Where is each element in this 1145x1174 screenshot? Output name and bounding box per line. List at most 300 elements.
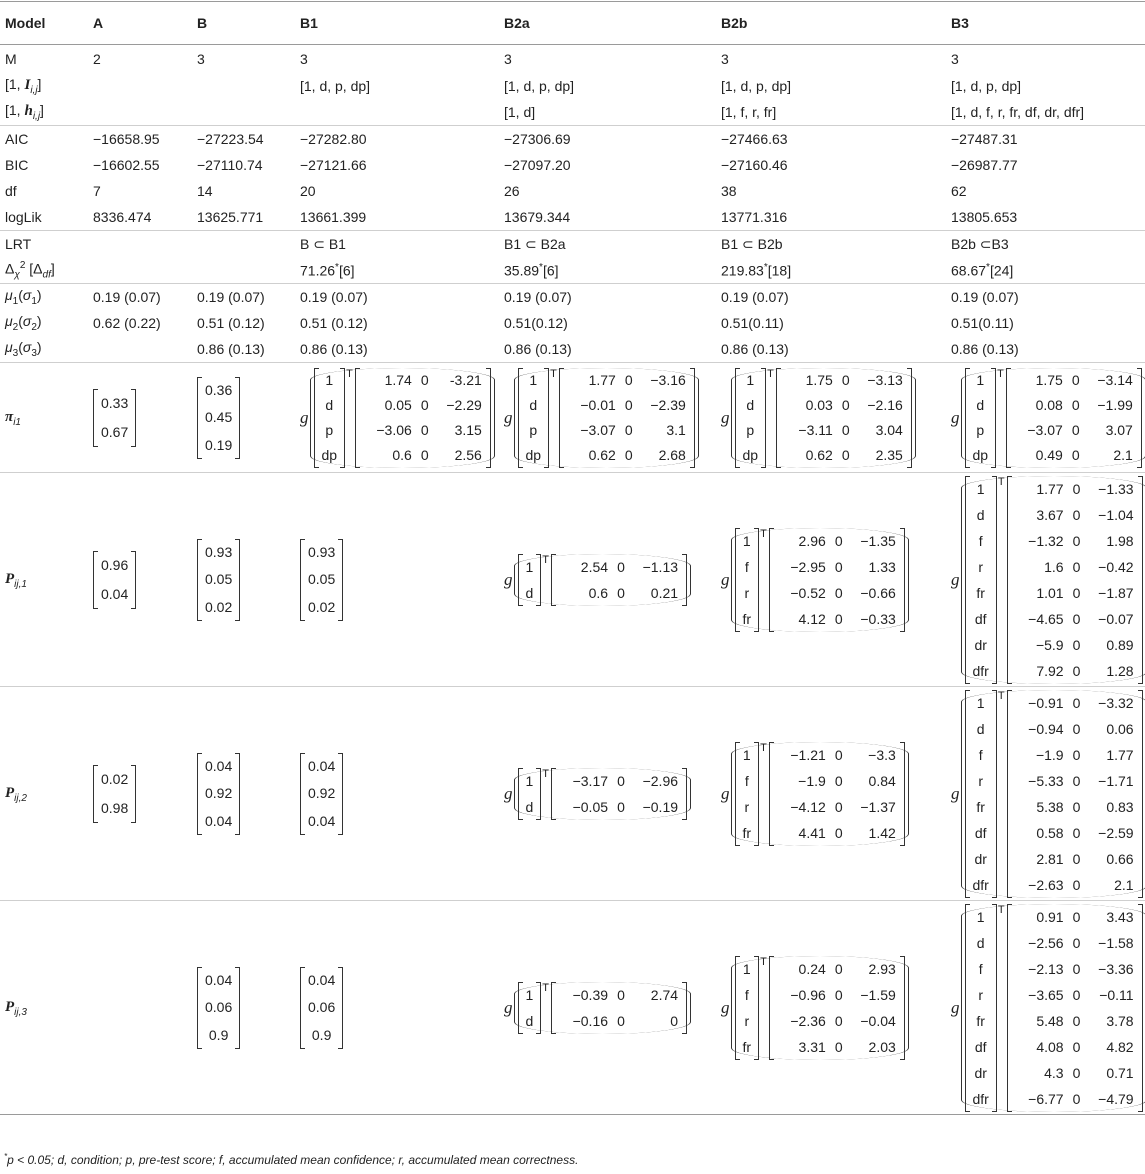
link-function bbox=[504, 368, 699, 468]
table-cell: [1, d] bbox=[504, 104, 536, 120]
link-function bbox=[951, 904, 1145, 1112]
transpose-mark: T bbox=[760, 527, 767, 540]
transpose-mark: T bbox=[542, 981, 550, 994]
matrix-cell: 5.38 bbox=[1036, 798, 1064, 815]
matrix-row bbox=[774, 559, 900, 575]
table-cell: −16658.95 bbox=[88, 126, 192, 153]
matrix-cell: 0 bbox=[1072, 876, 1081, 893]
matrix-cell: 1.75 bbox=[805, 372, 833, 388]
parentheses bbox=[514, 982, 692, 1034]
matrix-cell: −0.04 bbox=[860, 1012, 896, 1029]
table-cell bbox=[88, 257, 192, 284]
vector-entry: dp bbox=[972, 447, 989, 463]
matrix-cell: 0 bbox=[1072, 506, 1081, 523]
column-vector bbox=[518, 982, 542, 1034]
table-cell bbox=[192, 99, 295, 126]
matrix-row bbox=[774, 611, 900, 627]
row-symbol: P bbox=[5, 570, 15, 587]
matrix-cell: −2.59 bbox=[1098, 824, 1134, 841]
matrix-row bbox=[1012, 559, 1138, 575]
table-cell: [1, d, p, dp] bbox=[300, 78, 371, 94]
table-cell: 3 bbox=[300, 51, 308, 67]
matrix-cell: 0 bbox=[834, 610, 843, 627]
header-cell: B3 bbox=[946, 2, 1145, 45]
vector-entry: f bbox=[978, 960, 983, 977]
row-label: AIC bbox=[0, 126, 88, 153]
sigma-sub: 2 bbox=[31, 321, 37, 333]
table-row bbox=[0, 257, 1145, 284]
significance-star: * bbox=[539, 261, 543, 273]
matrix-row bbox=[1012, 961, 1138, 977]
table-cell: 2 bbox=[93, 51, 101, 67]
column-vector bbox=[965, 904, 997, 1112]
footnote-text: p < 0.05; d, condition; p, pre-test score; f, accumulated mean confidence; r, accumulated mean correctness. bbox=[7, 1153, 579, 1167]
matrix-cell: 0.66 bbox=[1106, 850, 1134, 867]
vector-entry: fr bbox=[976, 1012, 985, 1029]
matrix-cell: 0 bbox=[841, 372, 850, 388]
table-row bbox=[0, 99, 1145, 126]
matrix-row bbox=[564, 372, 690, 388]
table-cell: B1 ⊂ B2b bbox=[716, 231, 946, 258]
table-cell bbox=[88, 231, 192, 258]
matrix-row bbox=[1012, 825, 1138, 841]
transpose-mark: T bbox=[542, 553, 550, 566]
vector-entry: r bbox=[744, 798, 750, 815]
vector-entry: f bbox=[744, 558, 749, 575]
vector-entry: 1 bbox=[976, 908, 985, 925]
row-label-symbol: I bbox=[24, 77, 31, 94]
matrix-row bbox=[1011, 447, 1137, 463]
vector-entry: fr bbox=[742, 824, 752, 841]
row-label: [1, $h_{i,j}$] bbox=[5, 102, 44, 122]
table-cell: 3 bbox=[504, 51, 512, 67]
vector-entry: d bbox=[325, 397, 334, 413]
coefficient-matrix bbox=[769, 742, 905, 846]
table-cell: −27487.31 bbox=[946, 126, 1145, 153]
vector-entry: dfr bbox=[972, 876, 989, 893]
vector-entry: p bbox=[976, 422, 985, 438]
link-function bbox=[951, 368, 1145, 468]
link-function bbox=[504, 554, 691, 606]
mu-sub: 3 bbox=[12, 347, 19, 359]
table-cell: 13771.316 bbox=[721, 209, 788, 225]
link-function bbox=[504, 768, 691, 820]
matrix-row bbox=[1012, 773, 1138, 789]
matrix-cell: 0 bbox=[1072, 850, 1081, 867]
g-function: g bbox=[300, 407, 309, 427]
matrix-cell: 3.67 bbox=[1036, 506, 1064, 523]
matrix-row bbox=[1012, 935, 1138, 951]
transpose-mark: T bbox=[760, 955, 767, 968]
vector-entry: d bbox=[525, 798, 534, 815]
matrix-cell: −3.13 bbox=[867, 372, 903, 388]
matrix-row bbox=[781, 372, 907, 388]
table-cell bbox=[192, 901, 295, 1115]
row-label: BIC bbox=[5, 157, 29, 173]
column-vector bbox=[300, 539, 343, 621]
matrix-cell: 1.01 bbox=[1036, 584, 1064, 601]
matrix-cell: 0 bbox=[1072, 986, 1081, 1003]
coefficient-matrix bbox=[1006, 368, 1142, 468]
table-cell: 0.51 (0.12) bbox=[300, 315, 368, 331]
matrix-cell: 2.96 bbox=[798, 532, 826, 549]
column-vector bbox=[197, 753, 240, 835]
table-cell bbox=[192, 231, 295, 258]
matrix-row bbox=[1011, 422, 1137, 438]
vector-entry: d bbox=[529, 397, 538, 413]
vector-entry: 1 bbox=[976, 480, 985, 497]
table-cell: 14 bbox=[197, 183, 213, 199]
matrix-row bbox=[1012, 1039, 1138, 1055]
matrix-cell: −3.07 bbox=[1027, 422, 1063, 438]
column-vector bbox=[93, 389, 136, 447]
matrix-cell: 0 bbox=[834, 746, 843, 763]
table-cell: 0.19 (0.07) bbox=[499, 284, 716, 311]
table-cell bbox=[295, 901, 499, 1115]
table-cell: 0.86 (0.13) bbox=[951, 341, 1019, 357]
transpose-mark: T bbox=[542, 767, 550, 780]
table-cell: [1, d, f, r, fr, df, dr, dfr] bbox=[951, 104, 1085, 120]
vector-entry: 0.92 bbox=[308, 785, 336, 802]
matrix-cell: 0 bbox=[834, 798, 843, 815]
row-symbol-sub: i1 bbox=[13, 416, 21, 428]
table-cell: [1, d, p, dp] bbox=[951, 78, 1022, 94]
matrix-cell: 0 bbox=[617, 558, 625, 575]
table-cell: 0.19 (0.07) bbox=[716, 284, 946, 311]
row-label: LRT bbox=[0, 231, 88, 258]
vector-entry: 0.19 bbox=[205, 436, 233, 453]
matrix-cell: −2.39 bbox=[650, 397, 686, 413]
matrix-cell: 0 bbox=[1072, 746, 1081, 763]
table-cell: −27223.54 bbox=[192, 126, 295, 153]
results-table bbox=[0, 1, 1145, 1115]
matrix-row bbox=[556, 799, 682, 815]
matrix-cell: 0 bbox=[624, 422, 633, 438]
matrix-cell: 4.82 bbox=[1106, 1038, 1134, 1055]
matrix-cell: −3.14 bbox=[1097, 372, 1133, 388]
mu-symbol: μ bbox=[5, 313, 13, 330]
table-row bbox=[0, 231, 1145, 258]
vector-entry: p bbox=[746, 422, 755, 438]
matrix-cell: −1.58 bbox=[1098, 934, 1134, 951]
matrix-cell: 0 bbox=[1072, 1090, 1081, 1107]
table-row bbox=[0, 126, 1145, 153]
table-cell: [1, d, p, dp] bbox=[721, 78, 792, 94]
coefficient-matrix bbox=[551, 554, 687, 606]
g-function: g bbox=[504, 569, 513, 589]
header-cell: B1 bbox=[295, 2, 499, 45]
table-cell bbox=[499, 901, 716, 1115]
vector-entry: f bbox=[744, 772, 749, 789]
header-cell: B2a bbox=[499, 2, 716, 45]
matrix-cell: 7.92 bbox=[1036, 662, 1064, 679]
matrix-cell: −3.06 bbox=[376, 422, 412, 438]
link-function bbox=[951, 476, 1145, 684]
table-cell: −27121.66 bbox=[300, 157, 367, 173]
g-function: g bbox=[951, 407, 960, 427]
matrix-cell: 0.62 bbox=[805, 447, 833, 463]
matrix-cell: 0 bbox=[834, 986, 843, 1003]
matrix-cell: 0 bbox=[624, 447, 633, 463]
header-cell: B2b bbox=[716, 2, 946, 45]
table-cell bbox=[88, 901, 192, 1115]
table-cell: 0.86 (0.13) bbox=[721, 341, 789, 357]
p1-row bbox=[0, 473, 1145, 687]
matrix-cell: 0 bbox=[834, 824, 843, 841]
vector-entry: r bbox=[978, 772, 983, 789]
matrix-cell: 0 bbox=[1071, 447, 1080, 463]
matrix-row bbox=[1012, 637, 1138, 653]
table-cell: 0.62 (0.22) bbox=[93, 315, 161, 331]
matrix-row bbox=[1012, 987, 1138, 1003]
g-function: g bbox=[721, 569, 730, 589]
table-cell bbox=[946, 473, 1145, 687]
matrix-row bbox=[1012, 585, 1138, 601]
matrix-cell: 3.07 bbox=[1105, 422, 1133, 438]
table-cell: 0.86 (0.13) bbox=[504, 341, 572, 357]
matrix-cell: −2.63 bbox=[1028, 876, 1064, 893]
matrix-row bbox=[564, 447, 690, 463]
matrix-cell: −3.11 bbox=[798, 422, 833, 438]
matrix-cell: 1.98 bbox=[1106, 532, 1134, 549]
vector-entry: df bbox=[974, 610, 987, 627]
significance-star: * bbox=[986, 261, 990, 273]
vector-entry: 0.93 bbox=[308, 544, 336, 561]
table-row bbox=[0, 73, 1145, 99]
table-cell: 3 bbox=[721, 51, 729, 67]
matrix-cell: −3.07 bbox=[580, 422, 616, 438]
table-cell bbox=[192, 687, 295, 901]
vector-entry: 0.9 bbox=[208, 1026, 229, 1043]
table-cell: 0.51(0.11) bbox=[721, 315, 784, 331]
matrix-cell: 0 bbox=[1072, 1012, 1081, 1029]
matrix-cell: −0.33 bbox=[860, 610, 896, 627]
table-cell: −27466.63 bbox=[716, 126, 946, 153]
matrix-row bbox=[556, 559, 682, 575]
row-symbol: π bbox=[5, 408, 14, 425]
matrix-cell: −1.59 bbox=[860, 986, 896, 1003]
row-label: $\mu_3(\sigma_3)$ bbox=[5, 339, 42, 359]
vector-entry: 1 bbox=[742, 532, 751, 549]
transpose-mark: T bbox=[346, 367, 353, 380]
vector-entry: 0.05 bbox=[205, 571, 233, 588]
matrix-row bbox=[1012, 799, 1138, 815]
table-cell: 13661.399 bbox=[300, 209, 367, 225]
vector-entry: 0.33 bbox=[101, 395, 129, 411]
table-cell: B1 ⊂ B2a bbox=[499, 231, 716, 258]
coefficient-matrix bbox=[1007, 904, 1143, 1112]
vector-entry: 0.45 bbox=[205, 409, 233, 426]
vector-entry: 0.93 bbox=[205, 544, 233, 561]
parentheses bbox=[961, 368, 1145, 468]
matrix-cell: −1.87 bbox=[1098, 584, 1134, 601]
vector-entry: fr bbox=[742, 1038, 752, 1055]
matrix-cell: −1.04 bbox=[1098, 506, 1134, 523]
table-cell: 0.51(0.12) bbox=[504, 315, 568, 331]
p-label bbox=[0, 473, 88, 687]
vector-entry: dfr bbox=[972, 662, 989, 679]
vector-entry: 0.9 bbox=[311, 1026, 332, 1043]
row-label: logLik bbox=[5, 209, 42, 225]
sigma-sub: 3 bbox=[31, 347, 37, 359]
row-symbol-sub: ij,2 bbox=[14, 792, 27, 804]
matrix-row bbox=[774, 799, 900, 815]
table-cell bbox=[946, 687, 1145, 901]
matrix-cell: 0 bbox=[1072, 610, 1081, 627]
vector-entry: 0.02 bbox=[308, 598, 336, 615]
matrix-cell: 2.1 bbox=[1114, 876, 1134, 893]
column-vector bbox=[300, 753, 343, 835]
transpose-mark: T bbox=[550, 367, 557, 380]
table-cell: 0.19 (0.07) bbox=[88, 284, 192, 311]
table-row bbox=[0, 45, 1145, 74]
matrix-cell: 3.04 bbox=[875, 422, 903, 438]
matrix-cell: 1.74 bbox=[384, 372, 412, 388]
table-cell: 8336.474 bbox=[93, 209, 152, 225]
matrix-cell: 0 bbox=[1072, 480, 1081, 497]
vector-entry: dfr bbox=[972, 1090, 989, 1107]
vector-entry: dp bbox=[321, 447, 338, 463]
matrix-row bbox=[360, 422, 486, 438]
matrix-cell: 0 bbox=[1072, 694, 1081, 711]
matrix-row bbox=[556, 1013, 682, 1029]
matrix-cell: 2.81 bbox=[1036, 850, 1064, 867]
matrix-row bbox=[556, 987, 682, 1003]
header-row bbox=[0, 2, 1145, 45]
coefficient-matrix bbox=[1007, 690, 1143, 898]
row-label: $\Delta_\chi^2$ $[\Delta_{df}]$ bbox=[5, 259, 55, 281]
table-row bbox=[0, 336, 1145, 363]
matrix-row bbox=[1011, 372, 1137, 388]
matrix-cell: −3.3 bbox=[868, 746, 896, 763]
matrix-cell: 1.28 bbox=[1106, 662, 1134, 679]
table-row bbox=[0, 310, 1145, 336]
vector-entry: 0.05 bbox=[308, 571, 336, 588]
transpose-mark: T bbox=[997, 689, 1005, 702]
vector-entry: p bbox=[529, 422, 538, 438]
matrix-row bbox=[774, 961, 900, 977]
matrix-cell: −6.77 bbox=[1028, 1090, 1064, 1107]
matrix-cell: 0 bbox=[617, 798, 625, 815]
column-vector bbox=[735, 956, 760, 1060]
matrix-cell: 3.78 bbox=[1106, 1012, 1134, 1029]
matrix-cell: 0.6 bbox=[588, 584, 609, 601]
table-cell: 71.26*[6] bbox=[300, 261, 355, 279]
matrix-cell: 0 bbox=[1072, 584, 1081, 601]
vector-entry: 1 bbox=[746, 372, 755, 388]
parentheses bbox=[961, 690, 1145, 898]
vector-entry: 0.04 bbox=[308, 972, 336, 989]
df-sub: df bbox=[42, 269, 51, 281]
table-cell bbox=[716, 687, 946, 901]
table-cell: B2b ⊂B3 bbox=[946, 231, 1145, 258]
matrix-cell: 0 bbox=[841, 447, 850, 463]
transpose-mark: T bbox=[997, 367, 1004, 380]
matrix-cell: −1.13 bbox=[642, 558, 679, 575]
matrix-cell: −1.35 bbox=[860, 532, 896, 549]
matrix-row bbox=[1012, 747, 1138, 763]
matrix-cell: 3.31 bbox=[798, 1038, 826, 1055]
vector-entry: r bbox=[744, 584, 750, 601]
link-function bbox=[504, 982, 691, 1034]
column-vector bbox=[965, 476, 997, 684]
table-cell: 0.51(0.11) bbox=[951, 315, 1014, 331]
matrix-cell: −4.65 bbox=[1028, 610, 1064, 627]
matrix-cell: 0.84 bbox=[868, 772, 896, 789]
header-cell: A bbox=[88, 2, 192, 45]
table-cell bbox=[499, 363, 716, 473]
table-cell bbox=[192, 257, 295, 284]
p-label bbox=[0, 901, 88, 1115]
parentheses bbox=[514, 554, 692, 606]
table-cell: 0.86 (0.13) bbox=[300, 341, 368, 357]
vector-entry: r bbox=[978, 558, 983, 575]
matrix-cell: −0.94 bbox=[1028, 720, 1064, 737]
matrix-row bbox=[1011, 397, 1137, 413]
matrix-cell: −0.19 bbox=[642, 798, 679, 815]
table-cell bbox=[88, 336, 192, 363]
vector-entry: dr bbox=[974, 850, 987, 867]
column-vector bbox=[197, 539, 240, 621]
link-function bbox=[951, 690, 1145, 898]
matrix-cell: 3.43 bbox=[1106, 908, 1134, 925]
vector-entry: d bbox=[976, 934, 985, 951]
matrix-cell: 0 bbox=[1072, 558, 1081, 575]
matrix-cell: 0 bbox=[420, 422, 429, 438]
matrix-row bbox=[1012, 851, 1138, 867]
matrix-cell: −0.16 bbox=[572, 1012, 609, 1029]
coefficient-matrix bbox=[769, 528, 905, 632]
matrix-cell: −1.37 bbox=[860, 798, 896, 815]
matrix-row bbox=[774, 585, 900, 601]
matrix-cell: −0.91 bbox=[1028, 694, 1064, 711]
row-label-symbol: h bbox=[24, 103, 33, 120]
matrix-cell: −5.9 bbox=[1035, 636, 1064, 653]
g-function: g bbox=[721, 407, 730, 427]
table-cell: 26 bbox=[504, 183, 520, 199]
parentheses bbox=[731, 742, 909, 846]
matrix-cell: −3.16 bbox=[650, 372, 686, 388]
vector-entry: 1 bbox=[325, 372, 334, 388]
vector-entry: df bbox=[974, 824, 987, 841]
column-vector bbox=[735, 368, 767, 468]
table-cell bbox=[499, 473, 716, 687]
matrix-cell: −0.11 bbox=[1099, 986, 1134, 1003]
vector-entry: f bbox=[978, 746, 983, 763]
vector-entry: d bbox=[976, 397, 985, 413]
g-function: g bbox=[951, 569, 960, 589]
matrix-cell: 0 bbox=[841, 397, 850, 413]
matrix-row bbox=[774, 825, 900, 841]
matrix-cell: −2.16 bbox=[867, 397, 903, 413]
table-cell: 0.19 (0.07) bbox=[946, 284, 1145, 311]
vector-entry: d bbox=[525, 584, 534, 601]
row-label: df bbox=[5, 183, 17, 199]
matrix-cell: 2.54 bbox=[580, 558, 609, 575]
vector-entry: f bbox=[978, 532, 983, 549]
matrix-cell: 0.58 bbox=[1036, 824, 1064, 841]
table-cell bbox=[716, 901, 946, 1115]
table-row bbox=[0, 284, 1145, 311]
table-cell: 20 bbox=[300, 183, 316, 199]
matrix-cell: 0 bbox=[834, 1012, 843, 1029]
vector-entry: df bbox=[974, 1038, 987, 1055]
table-cell bbox=[88, 363, 192, 473]
matrix-row bbox=[1012, 1065, 1138, 1081]
matrix-cell: 0 bbox=[1072, 798, 1081, 815]
matrix-cell: 0 bbox=[617, 772, 625, 789]
matrix-cell: −1.32 bbox=[1028, 532, 1064, 549]
